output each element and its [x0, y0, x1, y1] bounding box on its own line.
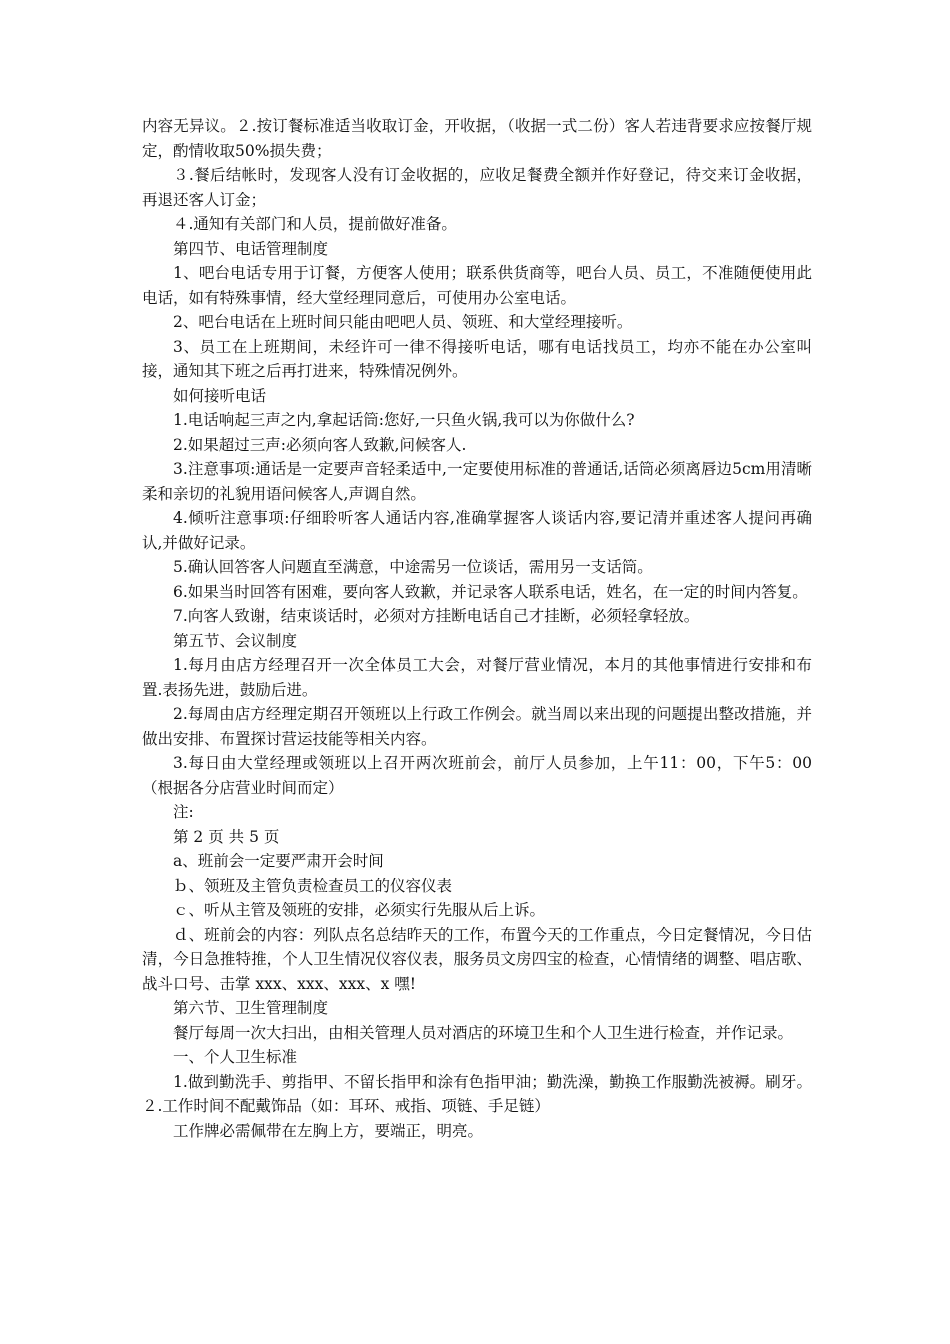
paragraph: 1、吧台电话专用于订餐，方便客人使用；联系供货商等，吧台人员、员工，不准随便使用此电话，如有特殊事情，经大堂经理同意后，可使用办公室电话。	[142, 264, 812, 307]
paragraph: 3.注意事项:通话是一定要声音轻柔适中,一定要使用标准的普通话,话筒必须离唇边5cm用清晰柔和亲切的礼貌用语问候客人,声调自然。	[142, 460, 812, 503]
paragraph: 第 2 页 共 5 页	[173, 827, 280, 846]
paragraph: 如何接听电话	[173, 386, 267, 405]
paragraph: ４.通知有关部门和人员，提前做好准备。	[173, 215, 457, 233]
paragraph: 一、个人卫生标准	[173, 1048, 298, 1066]
paragraph: 1.每月由店方经理召开一次全体员工大会，对餐厅营业情况，本月的其他事情进行安排和布置.表扬先进，鼓励后进。	[142, 656, 812, 699]
paragraph: 餐厅每周一次大扫出，由相关管理人员对酒店的环境卫生和个人卫生进行检查，并作记录。	[173, 1023, 794, 1042]
paragraph: 2.每周由店方经理定期召开领班以上行政工作例会。就当周以来出现的问题提出整改措施，并做出安排、布置探讨营运技能等相关内容。	[142, 705, 812, 748]
paragraph: 第六节、卫生管理制度	[173, 999, 329, 1017]
paragraph: 2、吧台电话在上班时间只能由吧吧人员、领班、和大堂经理接听。	[173, 313, 633, 331]
paragraph: 4.倾听注意事项:仔细聆听客人通话内容,准确掌握客人谈话内容,要记清并重述客人提问再确认,并做好记录。	[142, 509, 812, 552]
paragraph: 2.如果超过三声:必须向客人致歉,问候客人.	[173, 435, 467, 454]
paragraph: 6.如果当时回答有困难，要向客人致歉，并记录客人联系电话，姓名，在一定的时间内答复。	[173, 582, 808, 601]
paragraph: 3、员工在上班期间，未经许可一律不得接听电话，哪有电话找员工，均亦不能在办公室叫接，通知其下班之后再打进来，特殊情况例外。	[142, 337, 812, 380]
paragraph: 第五节、会议制度	[173, 631, 298, 650]
paragraph: ｂ、领班及主管负责检查员工的仪容仪表	[173, 876, 453, 895]
paragraph: 1.做到勤洗手、剪指甲、不留长指甲和涂有色指甲油；勤洗澡，勤换工作服勤洗被褥。刷牙。２.工作时间不配戴饰品（如：耳环、戒指、项链、手足链）	[142, 1072, 812, 1115]
paragraph: 注:	[173, 803, 194, 821]
paragraph: 第四节、电话管理制度	[173, 239, 329, 258]
paragraph: 工作牌必需佩带在左胸上方，要端正，明亮。	[173, 1121, 484, 1140]
paragraph: ３.餐后结帐时，发现客人没有订金收据的，应收足餐费全额并作好登记，待交来订金收据，再退还客人订金；	[142, 166, 812, 209]
paragraph: 1.电话响起三声之内,拿起话筒:您好,一只鱼火锅,我可以为你做什么?	[173, 411, 635, 429]
paragraph: ｄ、班前会的内容：列队点名总结昨天的工作，布置今天的工作重点，今日定餐情况，今日估清，今日急推特推，个人卫生情况仪容仪表，服务员文房四宝的检查，心情情绪的调整、唱店歌、战斗口号、击掌 xxx、xxx、xxx、x 嘿!	[142, 925, 812, 993]
paragraph: 内容无异议。２.按订餐标准适当收取订金，开收据，（收据一式二份）客人若违背要求应按餐厅规定，酌情收取50%损失费；	[142, 117, 812, 160]
paragraph: 5.确认回答客人问题直至满意，中途需另一位谈话，需用另一支话筒。	[173, 558, 653, 576]
paragraph: a、班前会一定要严肃开会时间	[173, 852, 384, 870]
document-body	[142, 114, 812, 1143]
paragraph: ｃ、听从主管及领班的安排，必须实行先服从后上诉。	[173, 901, 546, 919]
paragraph: 3.每日由大堂经理或领班以上召开两次班前会，前厅人员参加，上午11：00，下午5：00（根据各分店营业时间而定）	[142, 754, 812, 797]
paragraph: 7.向客人致谢，结束谈话时，必须对方挂断电话自己才挂断，必须轻拿轻放。	[173, 607, 700, 625]
